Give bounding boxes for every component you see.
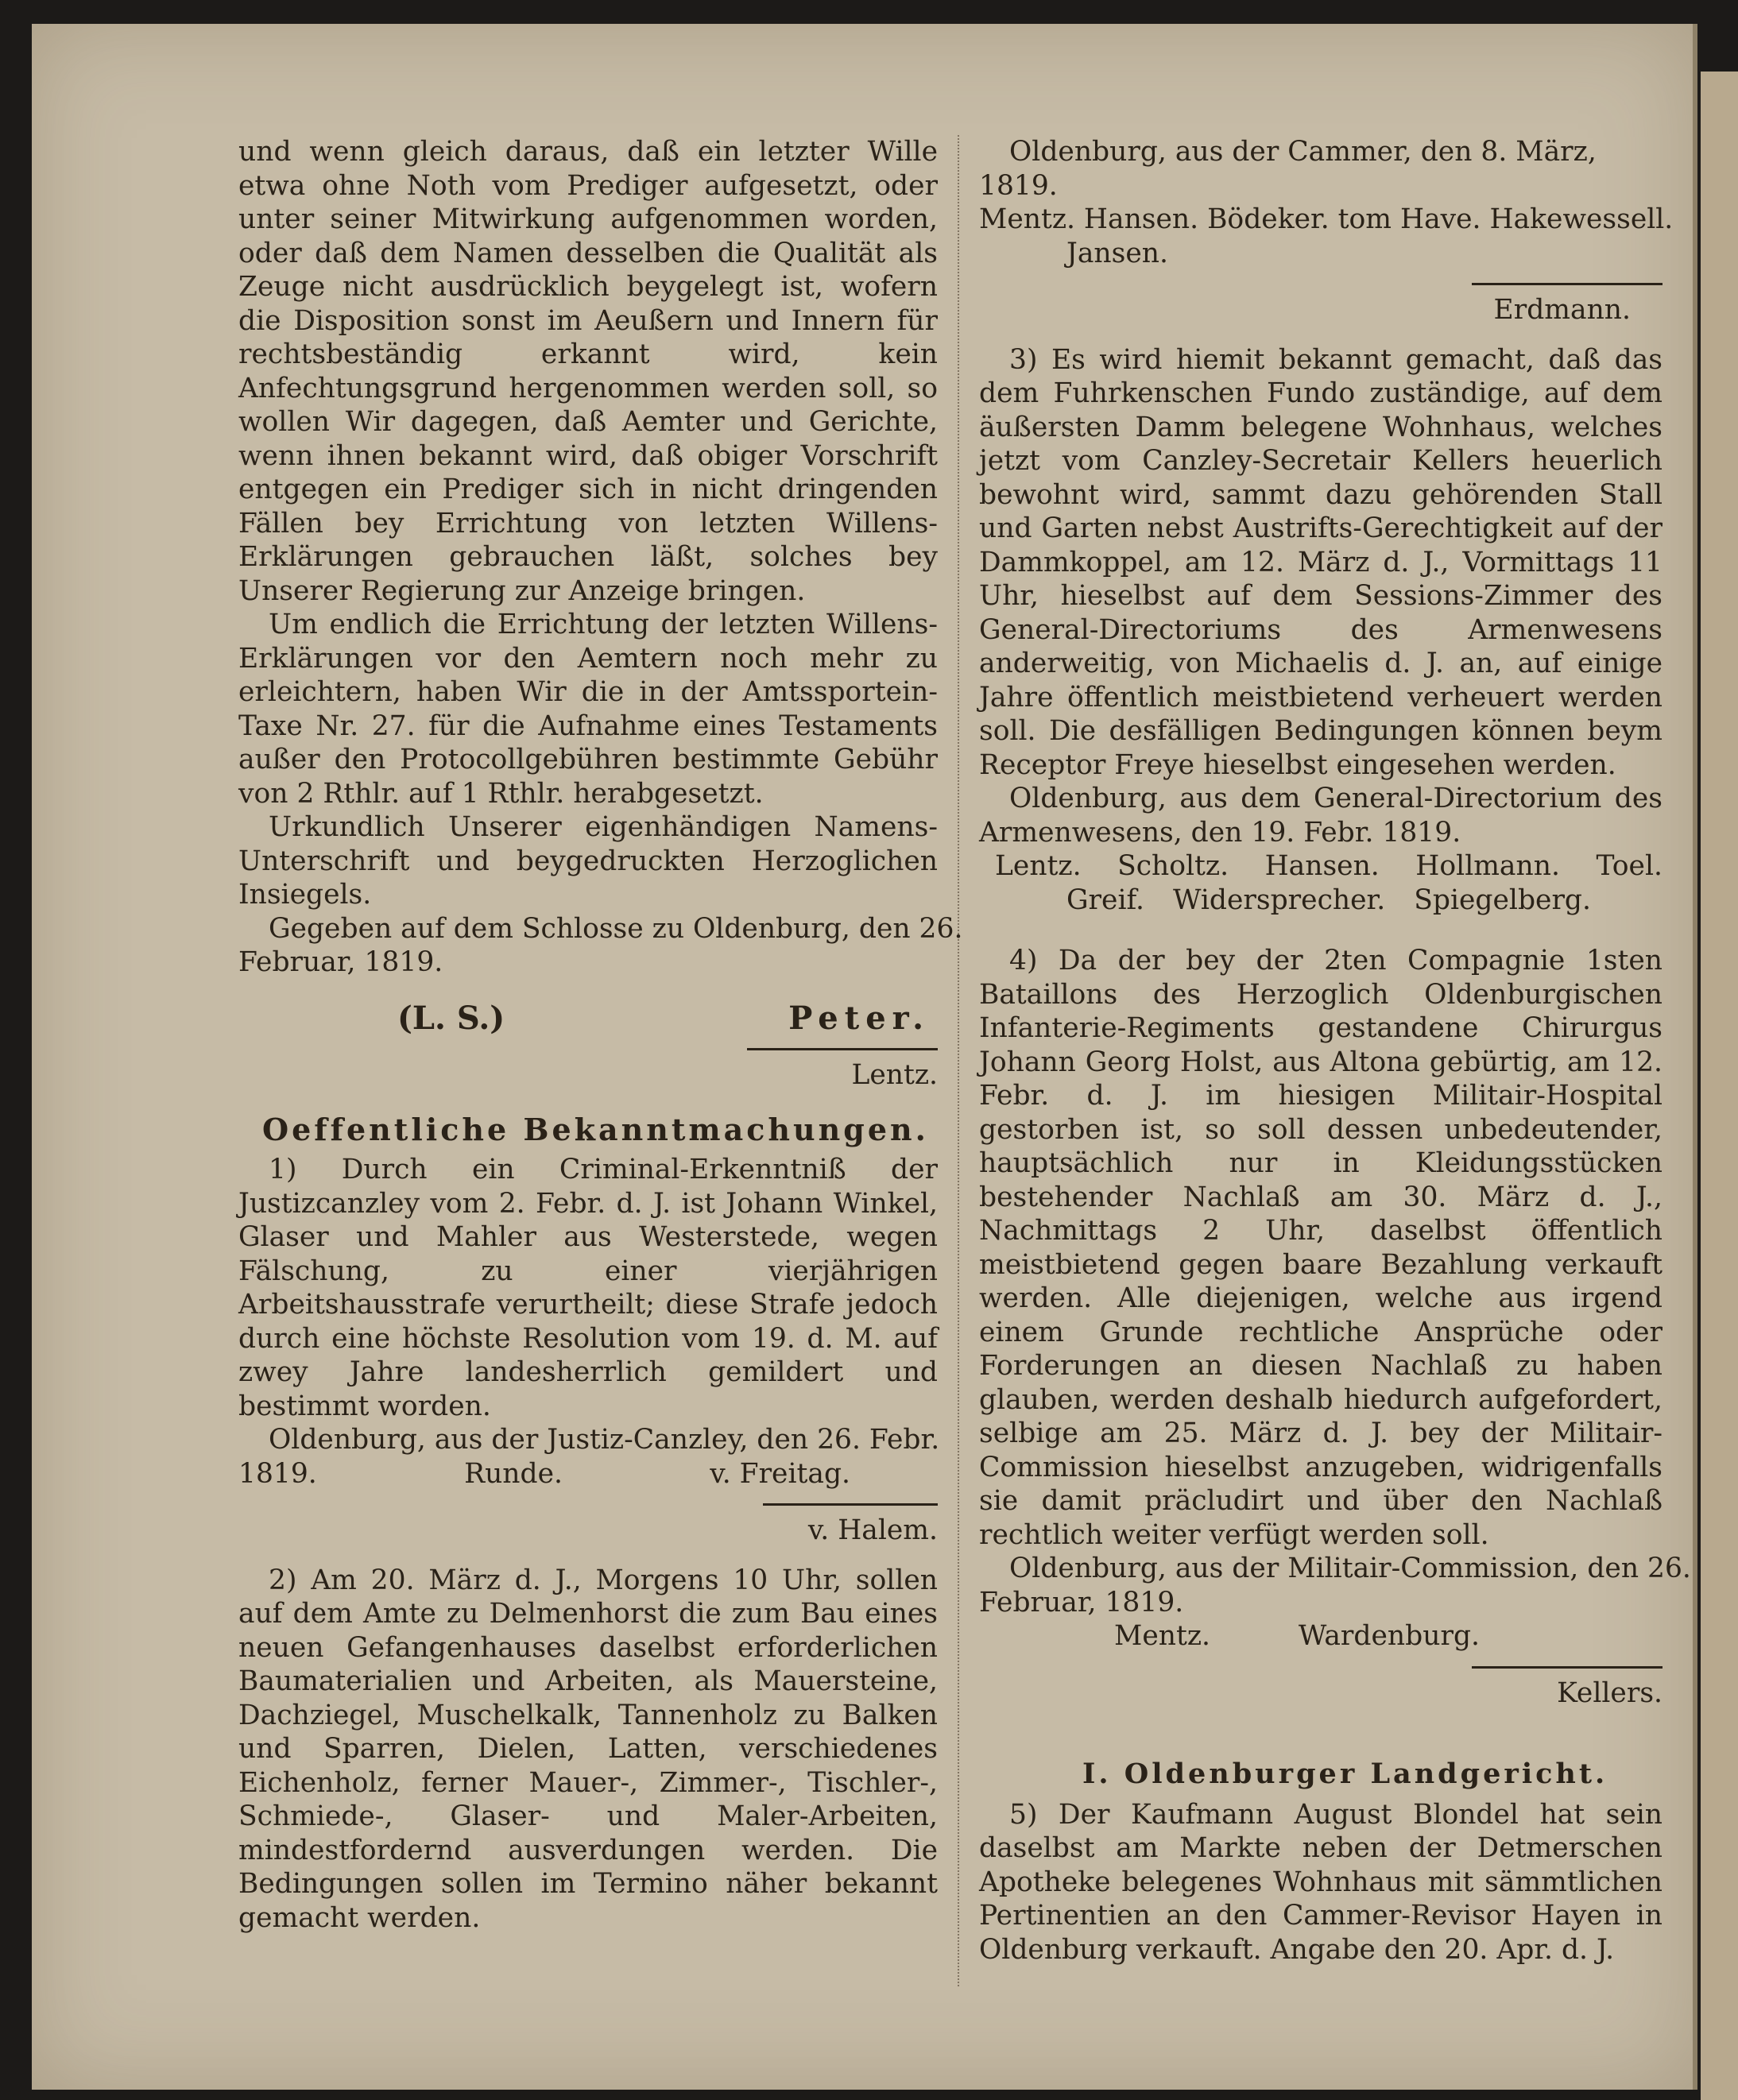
notice-3-signatures-2 — [979, 884, 1663, 918]
notice-4-clerk: Kellers. — [1557, 1677, 1663, 1709]
top-signatures: Mentz. Hansen. Bödeker. tom Have. Hakewessell. — [979, 203, 1674, 235]
decree-paragraph-1: und wenn gleich daraus, daß ein letzter Wille etwa ohne Noth vom Prediger aufgesetzt, oder unter seiner Mitwirkung aufgenommen worden, oder daß dem Namen desselben die Qualität als Zeuge nicht ausdrücklich beygelegt ist, wofern die Disposition sonst im Aeußern und Innern für rechtsbeständig erkannt wird, kein Anfechtungsgrund hergenommen werden soll, so wollen Wir dagegen, daß Aemter und Gerichte, wenn ihnen bekannt wird, daß obiger Vorschrift entgegen ein Prediger sich in nicht dringenden Fällen bey Errichtung von letzten Willens-Erklärungen gebrauchen läßt, solches bey Unserer Regierung zur Anzeige bringen. — [238, 136, 938, 607]
notice-2-text: 2) Am 20. März d. J., Morgens 10 Uhr, sollen auf dem Amte zu Delmenhorst die zum Bau eines neuen Gefangenhauses daselbst erforderlichen Baumaterialien und Arbeiten, als Mauersteine, Dachziegel, Muschelkalk, Tannenholz zu Balken und Sparren, Dielen, Latten, verschiedenes Eichenholz, ferner Mauer-, Zimmer-, Tischler-, Schmiede-, Glaser- und Maler-Arbeiten, mindestfordernd ausverdungen werden. Die Bedingungen sollen im Termino näher bekannt gemacht werden. — [238, 1564, 938, 1934]
notice-5-text: 5) Der Kaufmann August Blondel hat sein daselbst am Markte neben der Detmerschen Apotheke belegenes Wohnhaus mit sämmtlichen Pertinentien an den Cammer-Revisor Hayen in Oldenburg verkauft. Angabe den 20. Apr. d. J. — [979, 1798, 1663, 1966]
separator-rule — [747, 1048, 938, 1050]
notice-3-signer: Lentz. — [995, 850, 1082, 882]
notice-3-signer: Spiegelberg. — [1414, 884, 1591, 916]
notice-1-text: 1) Durch ein Criminal-Erkenntniß der Justizcanzley vom 2. Febr. d. J. ist Johann Winkel, Glaser und Mahler aus Westerstede, wegen Fälschung, zu einer vierjährigen Arbeitshausstrafe verurtheilt; diese Strafe jedoch durch eine höchste Resolution vom 19. d. M. auf zwey Jahre landesherrlich gemildert und bestimmt worden. — [238, 1154, 938, 1422]
column-divider — [958, 135, 960, 1986]
top-clerk: Erdmann. — [1493, 294, 1631, 326]
decree-dated-line: Gegeben auf dem Schlosse zu Oldenburg, den 26. — [269, 912, 963, 945]
notice-3-signatures-1 — [979, 849, 1663, 884]
decree-paragraph-2: Um endlich die Errichtung der letzten Willens-Erklärungen vor den Aemtern noch mehr zu erleichtern, haben Wir die in der Amtssportein-Taxe Nr. 27. für die Aufnahme eines Testaments außer den Protocollgebühren bestimmte Gebühr von 2 Rthlr. auf 1 Rthlr. herabgesetzt. — [238, 609, 938, 810]
notice-1-place: Oldenburg, aus der Justiz-Canzley, den 26. Febr. — [269, 1424, 940, 1456]
notice-3-signer: Hansen. — [1264, 850, 1380, 882]
seal-signature-line — [397, 999, 930, 1037]
decree-date-year: Februar, 1819. — [238, 946, 443, 978]
notice-4-text: 4) Da der bey der 2ten Compagnie 1sten Bataillons des Herzoglich Oldenburgischen Infanterie-Regiments gestandene Chirurgus Johann Georg Holst, aus Altona gebürtig, am 12. Febr. d. J. im hiesigen Militair-Hospital gestorben ist, so soll dessen unbedeutender, hauptsächlich nur in Kleidungsstücken bestehender Nachlaß am 30. März d. J., Nachmittags 2 Uhr, daselbst öffentlich meistbietend gegen baare Bezahlung verkauft werden. Alle diejenigen, welche aus irgend einem Grunde rechtliche Ansprüche oder Forderungen an diesen Nachlaß zu haben glauben, werden deshalb hiedurch aufgefordert, selbige am 25. März d. J. bey der Militair-Commission hieselbst anzugeben, widrigenfalls sie damit präcludirt und über den Nachlaß rechtlich weiter verfügt werden soll. — [979, 945, 1663, 1551]
left-column — [238, 135, 963, 1935]
notice-4-signatures — [979, 1619, 1663, 1653]
notice-1-year: 1819. — [238, 1457, 317, 1490]
notice-3-signer: Greif. — [1066, 884, 1145, 916]
ruler-signature: Peter. — [788, 999, 930, 1037]
separator-rule — [1472, 283, 1663, 285]
top-signatures-2: Jansen. — [1066, 237, 1168, 269]
notice-4-signer-b: Wardenburg. — [1298, 1620, 1480, 1652]
notice-1-clerk: v. Halem. — [807, 1514, 938, 1546]
separator-rule — [763, 1503, 938, 1506]
notice-3-signer: Hollmann. — [1415, 850, 1560, 882]
notice-4-signer-a: Mentz. — [1114, 1620, 1210, 1652]
separator-rule — [1472, 1666, 1663, 1669]
notice-4-place: Oldenburg, aus der Militair-Commission, den 26. — [1009, 1553, 1691, 1584]
court-heading: I. Oldenburger Landgericht. — [1082, 1758, 1608, 1790]
notice-1-signer-a: Runde. — [464, 1457, 563, 1490]
decree-paragraph-3: Urkundlich Unserer eigenhändigen Namens-Unterschrift und beygedruckten Herzoglichen Insiegels. — [238, 811, 938, 911]
notice-3-signer: Toel. — [1596, 850, 1663, 882]
notice-3-place: Oldenburg, aus dem General-Directorium des Armenwesens, den 19. Febr. 1819. — [979, 783, 1663, 849]
top-place-line: Oldenburg, aus der Cammer, den 8. März, — [1009, 136, 1597, 168]
countersign: Lentz. — [851, 1059, 938, 1091]
notice-1-signatures — [238, 1457, 938, 1491]
notice-1-signer-b: v. Freitag. — [710, 1457, 850, 1490]
notice-3-signer: Widersprecher. — [1173, 884, 1386, 916]
notice-3-signer: Scholtz. — [1117, 850, 1229, 882]
facing-page-edge — [1701, 72, 1738, 2100]
section-heading: Oeffentliche Bekanntmachungen. — [262, 1111, 929, 1147]
notice-3-text: 3) Es wird hiemit bekannt gemacht, daß das dem Fuhrkenschen Fundo zuständige, auf dem äußersten Damm belegene Wohnhaus, welches jetzt vom Canzley-Secretair Kellers heuerlich bewohnt wird, sammt dazu gehörenden Stall und Garten nebst Austrifts-Gerechtigkeit auf der Dammkoppel, am 12. März d. J., Vormittags 11 Uhr, hieselbst auf dem Sessions-Zimmer des General-Directoriums des Armenwesens anderweitig, von Michaelis d. J. an, auf einige Jahre öffentlich meistbietend verheuert werden soll. Die desfälligen Bedingungen können beym Receptor Freye hieselbst eingesehen werden. — [979, 343, 1663, 781]
seal-mark: (L. S.) — [397, 999, 505, 1037]
notice-4-year: Februar, 1819. — [979, 1586, 1184, 1619]
top-year: 1819. — [979, 169, 1058, 202]
right-column — [979, 135, 1691, 1967]
